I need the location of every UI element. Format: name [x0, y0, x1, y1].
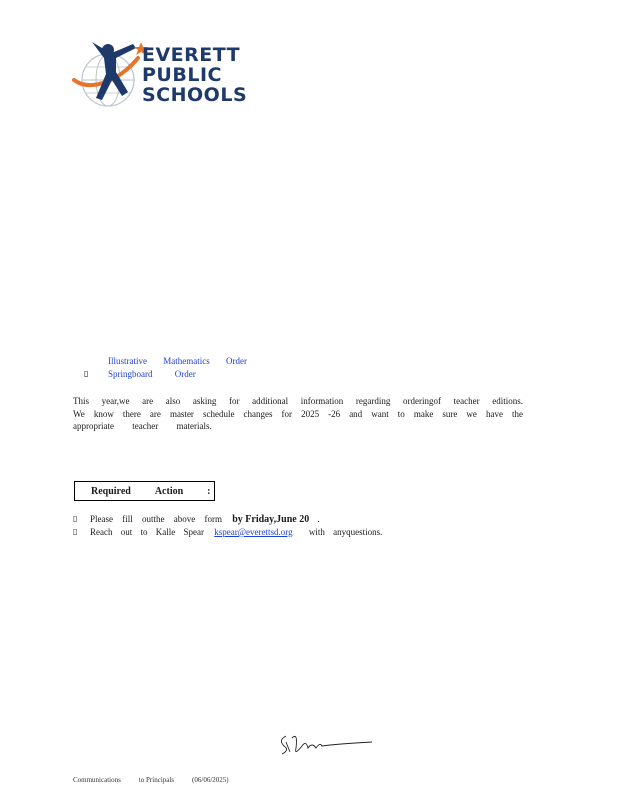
link-row-illustrative [88, 356, 247, 369]
logo-line-2: PUBLIC [142, 64, 222, 86]
required-action-heading [74, 481, 215, 501]
footer [73, 776, 247, 784]
bullet-icon: ▯ [84, 369, 89, 378]
item1-text: Please fill outthe above form [90, 514, 222, 524]
footer-part-2: to Principals [138, 776, 175, 784]
order-links [84, 356, 247, 382]
paragraph-line-3: appropriate teacher materials. [73, 421, 212, 431]
figure-body-icon [92, 42, 136, 100]
list-item [73, 514, 382, 527]
signature-icon [276, 728, 376, 758]
footer-part-1: Communications [73, 776, 121, 784]
item2-text: Reach out to Kalle Spear [90, 527, 204, 537]
item1-end: . [317, 514, 320, 524]
action-word: Action [154, 486, 184, 497]
link-row-springboard [84, 369, 247, 382]
checkbox-icon: ▯ [73, 514, 78, 523]
action-colon: : [207, 486, 211, 497]
logo-line-1: EVERETT [142, 44, 241, 66]
checkbox-icon: ▯ [73, 527, 78, 536]
list-item [73, 527, 382, 540]
logo-line-3: SCHOOLS [142, 84, 248, 106]
paragraph-line-1: This year,we are also asking for additional information regarding orderingof teacher editions. [73, 396, 523, 406]
contact-email-link[interactable]: kspear@everettsd.org [214, 527, 293, 537]
required-word: Required [91, 486, 131, 497]
item2-end: with anyquestions. [308, 527, 383, 537]
info-paragraph [73, 395, 523, 433]
paragraph-line-2: We know there are master schedule changes for 2025 -26 and want to make sure we have the [73, 408, 523, 419]
illustrative-order-link[interactable]: Illustrative Mathematics Order [108, 356, 247, 366]
action-list [73, 514, 382, 540]
item1-deadline: by Friday,June 20 [232, 514, 310, 525]
footer-part-3: (06/06/2025) [192, 776, 229, 784]
logo-wordmark [142, 46, 247, 106]
springboard-order-link[interactable]: Springboard Order [108, 369, 196, 379]
